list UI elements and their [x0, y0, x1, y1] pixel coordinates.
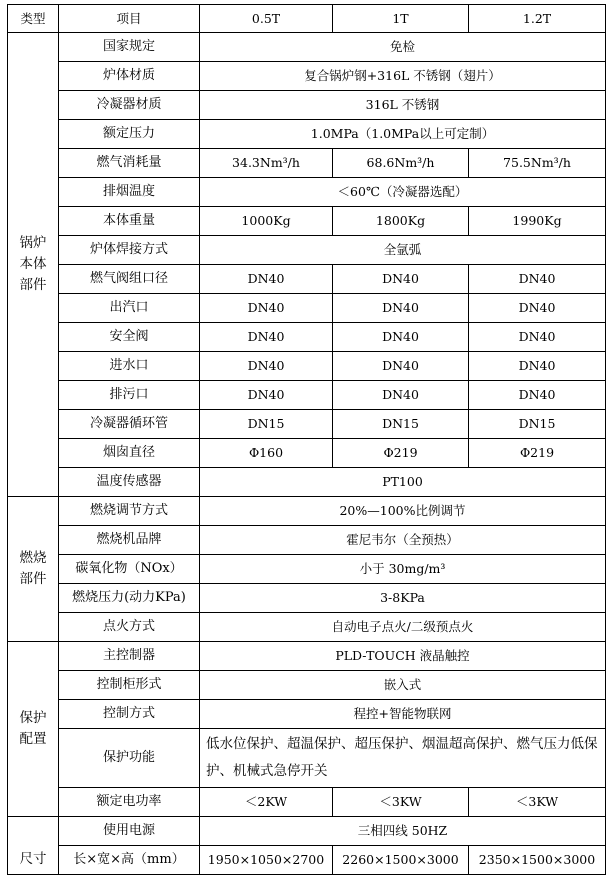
row-label: 燃烧机品牌	[59, 526, 200, 555]
row-value: DN40	[469, 352, 606, 381]
header-model-0-5t: 0.5T	[200, 5, 333, 33]
header-model-1-2t: 1.2T	[469, 5, 606, 33]
section-boiler-body	[8, 33, 59, 497]
section-label-line: 部件	[19, 277, 47, 293]
table-row	[8, 468, 606, 497]
table-row	[8, 207, 606, 236]
table-row	[8, 642, 606, 671]
row-value: DN40	[200, 323, 333, 352]
row-label: 烟囱直径	[59, 439, 200, 468]
row-value: ＜3KW	[469, 788, 606, 817]
row-value: 小于 30mg/m³	[200, 555, 606, 584]
header-model-1t: 1T	[333, 5, 469, 33]
header-item: 项目	[59, 5, 200, 33]
row-value: 全氩弧	[200, 236, 606, 265]
row-value: DN40	[333, 323, 469, 352]
table-row	[8, 671, 606, 700]
section-label-line: 部件	[19, 571, 47, 587]
row-label: 碳氧化物（NOx）	[59, 555, 200, 584]
table-row	[8, 33, 606, 62]
table-row	[8, 817, 606, 846]
row-label: 冷凝器循环管	[59, 410, 200, 439]
table-row	[8, 352, 606, 381]
row-value: DN40	[469, 294, 606, 323]
table-row	[8, 700, 606, 729]
row-value: ＜2KW	[200, 788, 333, 817]
row-label: 主控制器	[59, 642, 200, 671]
row-label: 排烟温度	[59, 178, 200, 207]
row-value: 316L 不锈钢	[200, 91, 606, 120]
row-value: 3-8KPa	[200, 584, 606, 613]
row-value: 75.5Nm³/h	[469, 149, 606, 178]
row-value: DN15	[469, 410, 606, 439]
row-label: 使用电源	[59, 817, 200, 846]
row-value: PLD-TOUCH 液晶触控	[200, 642, 606, 671]
section-label-line: 尺寸	[19, 851, 47, 867]
row-value: 68.6Nm³/h	[333, 149, 469, 178]
table-row	[8, 526, 606, 555]
row-label: 燃烧压力(动力KPa)	[59, 584, 200, 613]
row-value: 自动电子点火/二级预点火	[200, 613, 606, 642]
row-value: 1950×1050×2700	[200, 846, 333, 875]
row-value: 1800Kg	[333, 207, 469, 236]
row-value: Φ160	[200, 439, 333, 468]
table-row	[8, 439, 606, 468]
header-category: 类型	[8, 5, 59, 33]
section-label-line: 配置	[19, 731, 47, 747]
row-value: DN40	[200, 265, 333, 294]
row-label: 温度传感器	[59, 468, 200, 497]
table-row	[8, 62, 606, 91]
row-value: Φ219	[333, 439, 469, 468]
spec-table	[7, 4, 606, 875]
row-value: 霍尼韦尔（全预热）	[200, 526, 606, 555]
row-value: 免检	[200, 33, 606, 62]
row-label: 燃气阀组口径	[59, 265, 200, 294]
section-label-line: 燃烧	[19, 550, 47, 566]
table-row	[8, 381, 606, 410]
row-value: DN15	[200, 410, 333, 439]
row-value: 20%—100%比例调节	[200, 497, 606, 526]
table-row	[8, 555, 606, 584]
row-label: 长×宽×高（mm）	[59, 846, 200, 875]
table-row	[8, 584, 606, 613]
row-value: ＜3KW	[333, 788, 469, 817]
table-row	[8, 149, 606, 178]
table-row	[8, 323, 606, 352]
row-value: Φ219	[469, 439, 606, 468]
section-label-line: 保护	[19, 710, 47, 726]
section-protection	[8, 642, 59, 817]
row-value: ＜60℃（冷凝器选配）	[200, 178, 606, 207]
row-value: DN40	[469, 381, 606, 410]
row-value: 1.0MPa（1.0MPa以上可定制）	[200, 120, 606, 149]
row-label: 安全阀	[59, 323, 200, 352]
row-value: DN15	[333, 410, 469, 439]
row-label: 冷凝器材质	[59, 91, 200, 120]
header-row	[8, 5, 606, 33]
row-label: 本体重量	[59, 207, 200, 236]
section-label-line: 锅炉	[19, 235, 47, 251]
row-value: DN40	[469, 265, 606, 294]
row-label: 进水口	[59, 352, 200, 381]
table-row	[8, 410, 606, 439]
row-value: 复合锅炉钢+316L 不锈钢（翅片）	[200, 62, 606, 91]
row-label: 燃烧调节方式	[59, 497, 200, 526]
row-label: 控制方式	[59, 700, 200, 729]
row-value: DN40	[333, 265, 469, 294]
table-row	[8, 788, 606, 817]
row-label: 排污口	[59, 381, 200, 410]
table-row	[8, 265, 606, 294]
row-label: 控制柜形式	[59, 671, 200, 700]
row-value: DN40	[333, 294, 469, 323]
table-row	[8, 729, 606, 788]
row-label: 出汽口	[59, 294, 200, 323]
row-value: 程控+智能物联网	[200, 700, 606, 729]
row-value: 2260×1500×3000	[333, 846, 469, 875]
row-value: 1000Kg	[200, 207, 333, 236]
row-label: 点火方式	[59, 613, 200, 642]
table-row	[8, 178, 606, 207]
row-value: 嵌入式	[200, 671, 606, 700]
row-value: 低水位保护、超温保护、超压保护、烟温超高保护、燃气压力低保护、机械式急停开关	[200, 729, 606, 788]
row-label: 额定压力	[59, 120, 200, 149]
row-value: DN40	[333, 381, 469, 410]
row-value: 1990Kg	[469, 207, 606, 236]
row-value: 34.3Nm³/h	[200, 149, 333, 178]
table-row	[8, 91, 606, 120]
row-label: 国家规定	[59, 33, 200, 62]
section-combustion	[8, 497, 59, 642]
table-row	[8, 613, 606, 642]
row-value: 2350×1500×3000	[469, 846, 606, 875]
row-label: 燃气消耗量	[59, 149, 200, 178]
row-label: 炉体材质	[59, 62, 200, 91]
row-value: PT100	[200, 468, 606, 497]
table-row	[8, 497, 606, 526]
table-row	[8, 120, 606, 149]
row-label: 炉体焊接方式	[59, 236, 200, 265]
table-row	[8, 236, 606, 265]
row-value: DN40	[469, 323, 606, 352]
section-label-line: 本体	[19, 256, 47, 272]
row-value: DN40	[200, 381, 333, 410]
row-value: DN40	[200, 294, 333, 323]
row-label: 保护功能	[59, 729, 200, 788]
row-value: 三相四线 50HZ	[200, 817, 606, 846]
row-value: DN40	[200, 352, 333, 381]
row-label: 额定电功率	[59, 788, 200, 817]
table-row	[8, 294, 606, 323]
row-value: DN40	[333, 352, 469, 381]
table-row	[8, 846, 606, 875]
